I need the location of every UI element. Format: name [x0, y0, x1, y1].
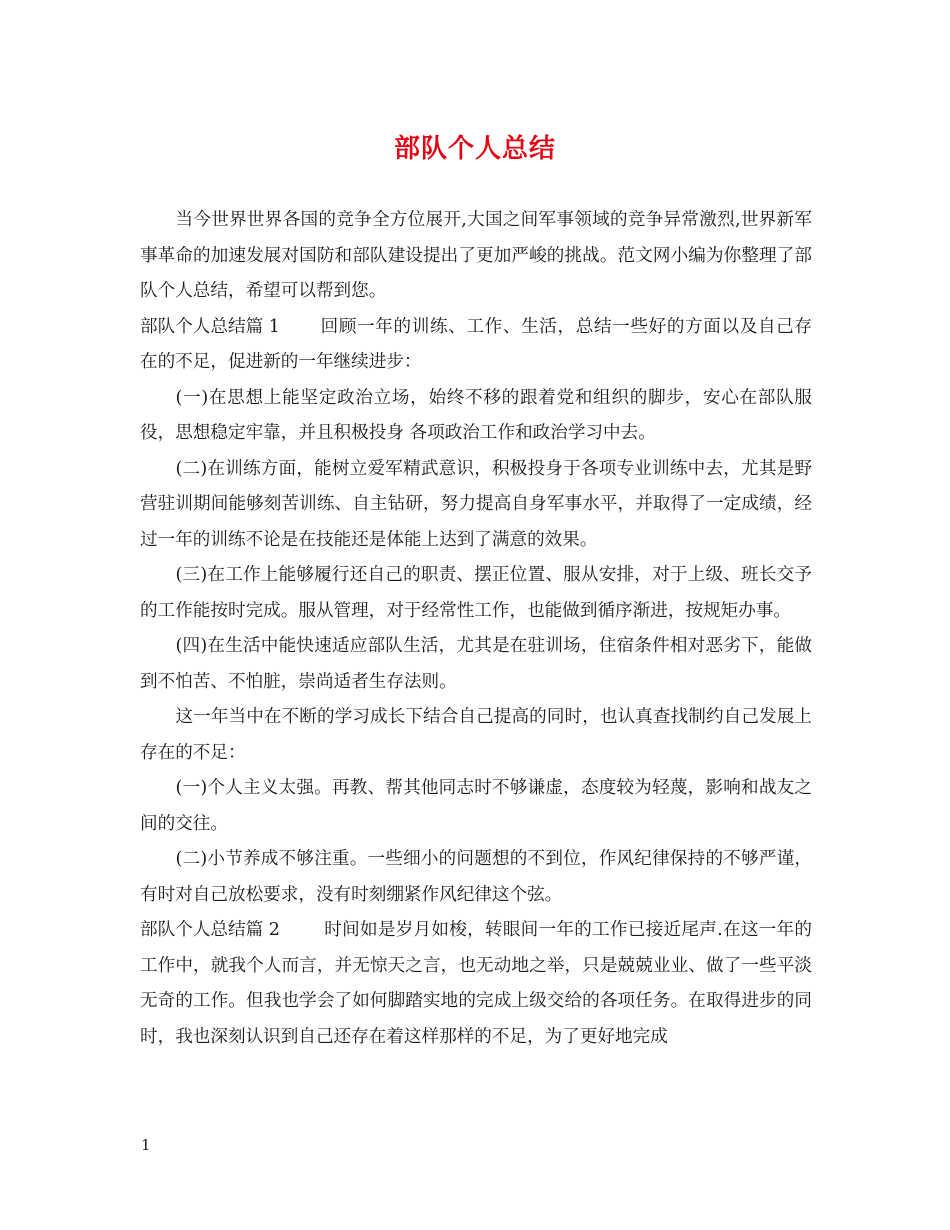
- intro-paragraph: 当今世界世界各国的竞争全方位展开,大国之间军事领域的竞争异常激烈,世界新军事革命的加速发展对国防和部队建设提出了更加严峻的挑战。范文网小编为你整理了部队个人总结，希望可以帮到您。: [140, 210, 812, 301]
- section-1-item-4: (四)在生活中能快速适应部队生活，尤其是在驻训场，住宿条件相对恶劣下，能做到不怕苦、不怕脏，崇尚适者生存法则。: [140, 636, 812, 692]
- section-2-heading: 部队个人总结篇 2: [140, 920, 280, 940]
- section-1-paragraph: [140, 310, 812, 381]
- section-2-paragraph: [140, 913, 812, 1055]
- section-1-shortcomings-intro: 这一年当中在不断的学习成长下结合自己提高的同时，也认真查找制约自己发展上存在的不足：: [140, 707, 812, 763]
- page-number: 1: [141, 1136, 151, 1154]
- section-1-shortcoming-2: (二)小节养成不够注重。一些细小的问题想的不到位，作风纪律保持的不够严谨，有时对自己放松要求，没有时刻绷紧作风纪律这个弦。: [140, 849, 812, 905]
- section-1-shortcoming-1: (一)个人主义太强。再教、帮其他同志时不够谦虚，态度较为轻蔑，影响和战友之间的交往。: [140, 778, 812, 834]
- section-1-item-2: (二)在训练方面，能树立爱军精武意识，积极投身于各项专业训练中去，尤其是野营驻训期间能够刻苦训练、自主钻研，努力提高自身军事水平，并取得了一定成绩，经过一年的训练不论是在技能还是体能上达到了满意的效果。: [140, 458, 812, 550]
- section-1-item-1: (一)在思想上能坚定政治立场，始终不移的跟着党和组织的脚步，安心在部队服役，思想稳定牢靠，并且积极投身 各项政治工作和政治学习中去。: [140, 387, 812, 443]
- section-1-lead: 回顾一年的训练、工作、生活，总结一些好的方面以及自己存在的不足，促进新的一年继续进步：: [140, 316, 812, 372]
- section-2-lead: 时间如是岁月如梭，转眼间一年的工作已接近尾声.在这一年的工作中，就我个人而言，并无惊天之言，也无动地之举，只是兢兢业业、做了一些平淡无奇的工作。但我也学会了如何脚踏实地的完成上级交给的各项任务。在取得进步的同时，我也深刻认识到自己还存在着这样那样的不足，为了更好地完成: [140, 920, 812, 1047]
- section-1-heading: 部队个人总结篇 1: [140, 316, 280, 337]
- document-title: 部队个人总结: [393, 134, 556, 164]
- section-1-item-3: (三)在工作上能够履行还自己的职责、摆正位置、服从安排，对于上级、班长交予的工作能按时完成。服从管理，对于经常性工作，也能做到循序渐进，按规矩办事。: [140, 565, 812, 621]
- document-body: [140, 203, 812, 1055]
